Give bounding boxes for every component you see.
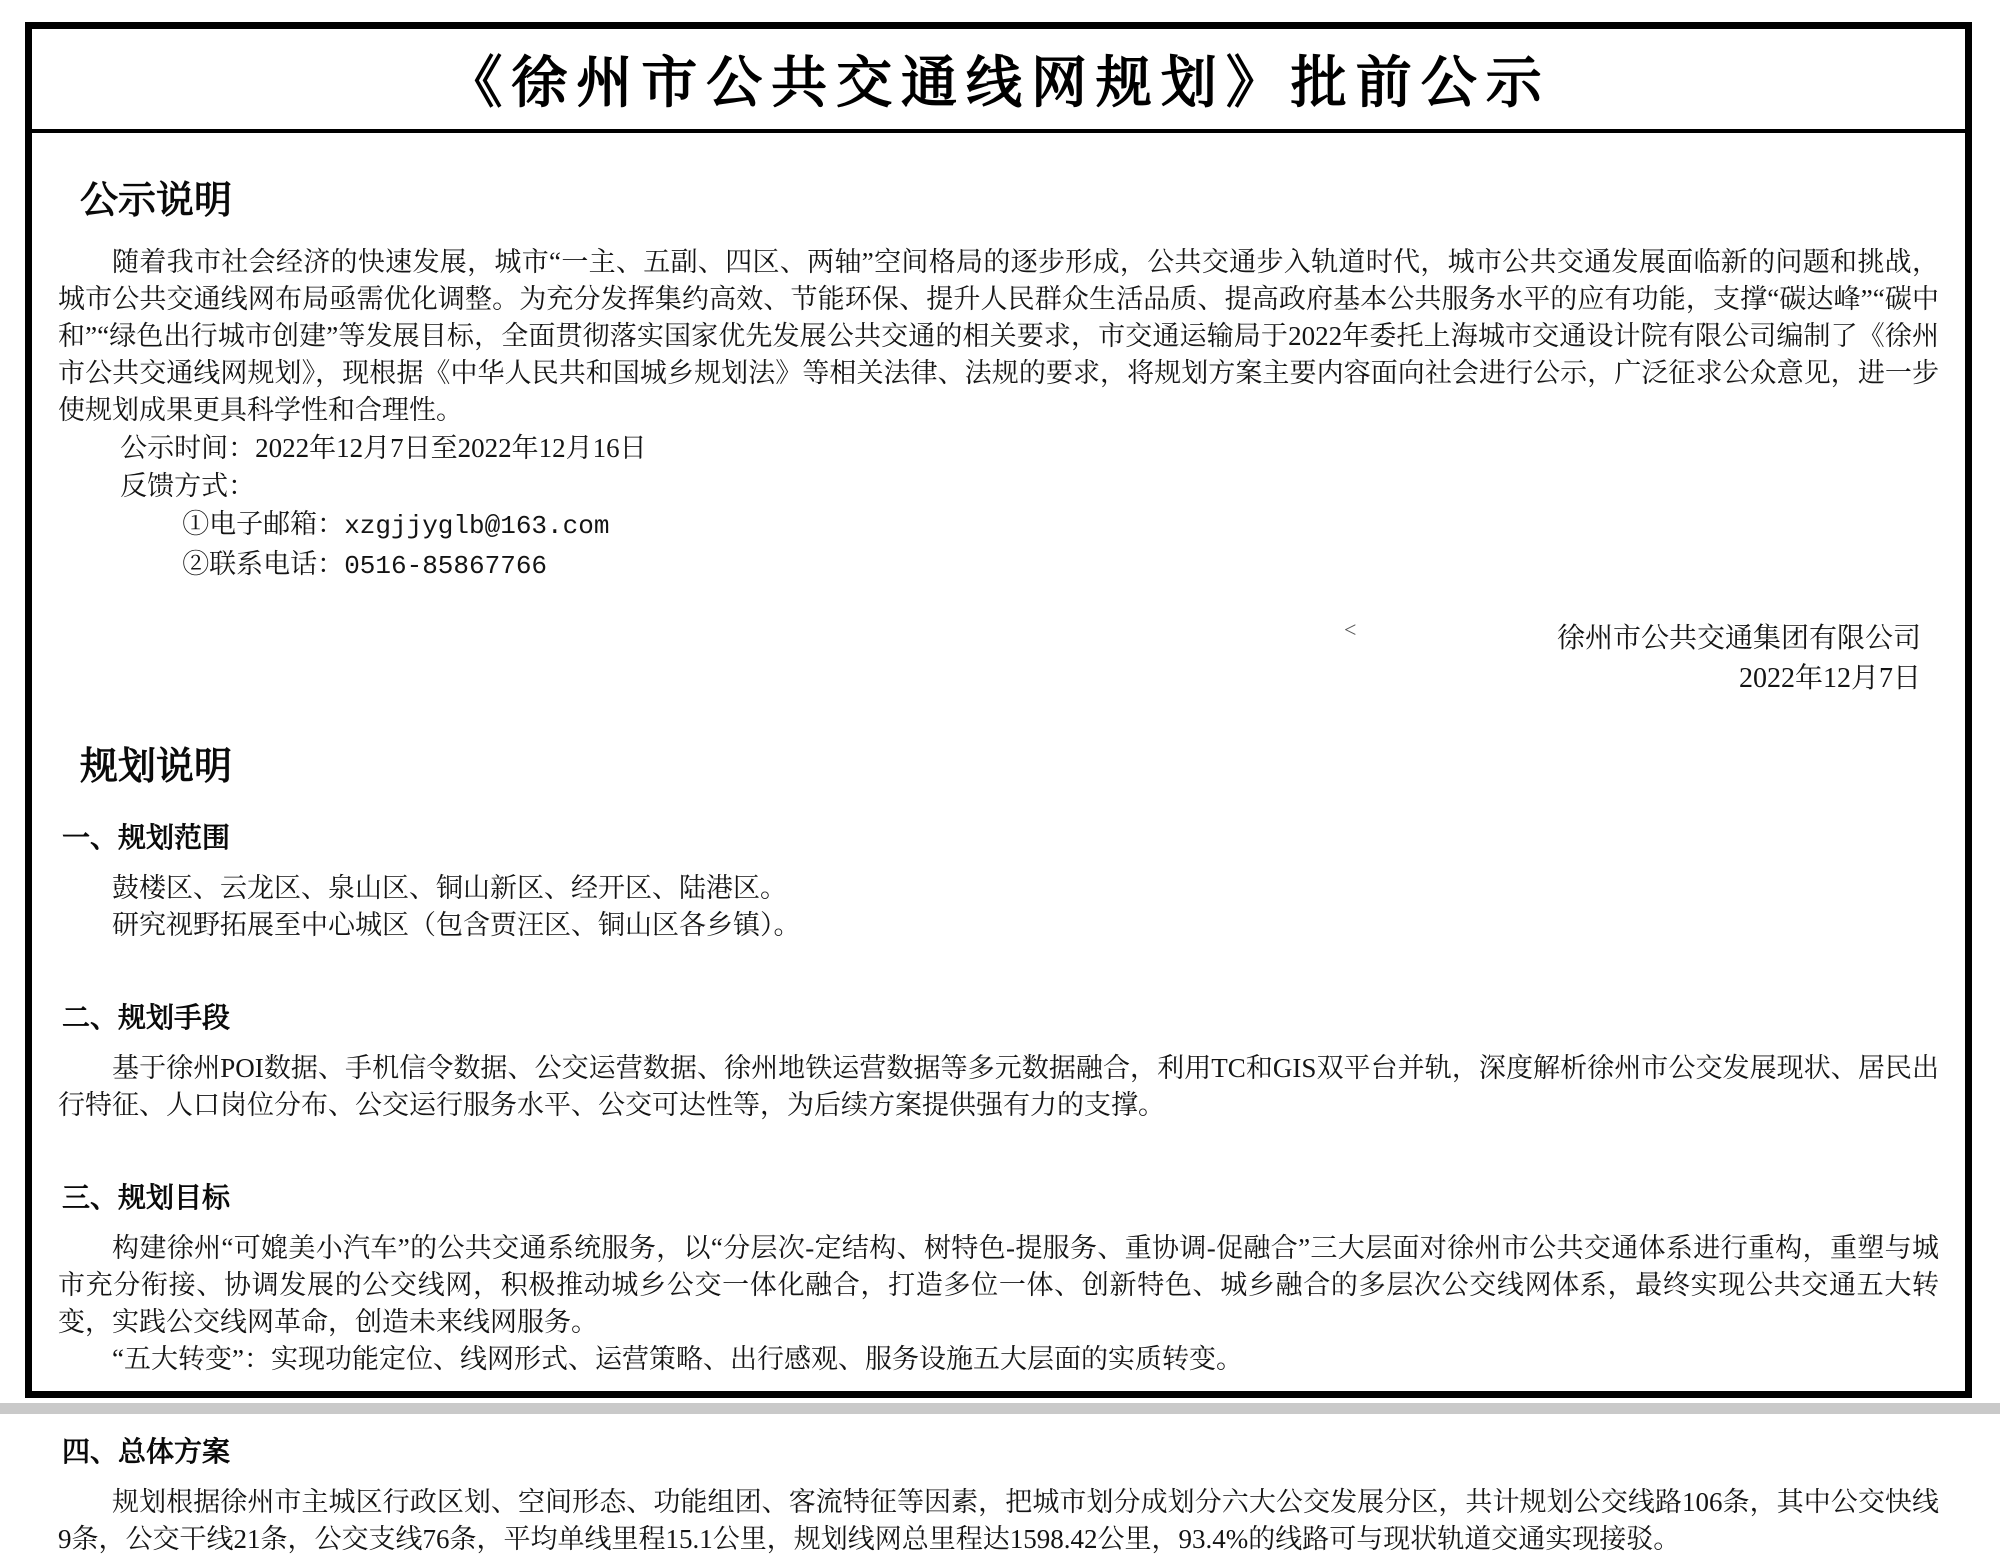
stray-mark: < xyxy=(1344,617,1357,642)
subsection-paragraph: 研究视野拓展至中心城区（包含贾汪区、铜山区各乡镇）。 xyxy=(112,910,801,940)
email-value: xzgjjyglb@163.com xyxy=(344,511,610,541)
notice-heading: 公示说明 xyxy=(80,180,233,222)
subsection-title-scope: 一、规划范围 xyxy=(62,823,231,854)
phone-label: ②联系电话： xyxy=(182,549,345,579)
page-frame xyxy=(25,22,1972,1554)
notice-section xyxy=(58,169,1939,699)
subsection-title-method: 二、规划手段 xyxy=(62,1003,231,1034)
plan-section xyxy=(58,735,1939,1558)
notice-period: 公示时间：2022年12月7日至2022年12月16日 xyxy=(120,433,647,463)
phone-value: 0516-85867766 xyxy=(344,551,548,581)
email-label: ①电子邮箱： xyxy=(182,509,345,539)
subsection-paragraph: 构建徐州“可媲美小汽车”的公共交通系统服务，以“分层次-定结构、树特色-提服务、重协调-促融合”三大层面对徐州市公共交通体系进行重构，重塑与城市充分衔接、协调发展的公交线网，积极推动城乡公交一体化融合，打造多位一体、创新特色、城乡融合的多层次公交线网体系，最终实现公共交通五大转变，实践公交线网革命，创造未来线网服务。 xyxy=(58,1233,1939,1337)
subsection-body-scope xyxy=(58,870,1939,944)
subsection-paragraph: 基于徐州POI数据、手机信令数据、公交运营数据、徐州地铁运营数据等多元数据融合，利用TC和GIS双平台并轨，深度解析徐州市公交发展现状、居民出行特征、人口岗位分布、公交运行服务水平、公交可达性等，为后续方案提供强有力的支撑。 xyxy=(58,1053,1939,1120)
subsection-paragraph: 鼓楼区、云龙区、泉山区、铜山新区、经开区、陆港区。 xyxy=(112,873,787,903)
subsection-body-method xyxy=(58,1050,1939,1124)
subsection-body-goal xyxy=(58,1230,1939,1378)
feedback-phone xyxy=(182,545,1939,585)
scan-edge-strip xyxy=(0,1403,2000,1414)
feedback-label: 反馈方式： xyxy=(120,471,256,501)
subsection-body-overall xyxy=(58,1484,1939,1558)
document-title: 《徐州市公共交通线网规划》批前公示 xyxy=(446,53,1551,115)
document-body xyxy=(32,169,1965,1558)
subsection-title-overall: 四、总体方案 xyxy=(62,1437,231,1468)
subsection-paragraph: 规划根据徐州市主城区行政区划、空间形态、功能组团、客流特征等因素，把城市划分成划分六大公交发展分区，共计规划公交线路106条，其中公交快线9条，公交干线21条，公交支线76条，平均单线里程15.1公里，规划线网总里程达1598.42公里，93.4%的线路可与现状轨道交通实现接驳。 xyxy=(58,1487,1939,1554)
notice-paragraph: 随着我市社会经济的快速发展，城市“一主、五副、四区、两轴”空间格局的逐步形成，公共交通步入轨道时代，城市公共交通发展面临新的问题和挑战，城市公共交通线网布局亟需优化调整。为充分发挥集约高效、节能环保、提升人民群众生活品质、提高政府基本公共服务水平的应有功能，支撑“碳达峰”“碳中和”“绿色出行城市创建”等发展目标，全面贯彻落实国家优先发展公共交通的相关要求，市交通运输局于2022年委托上海城市交通设计院有限公司编制了《徐州市公共交通线网规划》，现根据《中华人民共和国城乡规划法》等相关法律、法规的要求，将规划方案主要内容面向社会进行公示，广泛征求公众意见，进一步使规划成果更具科学性和合理性。 xyxy=(58,247,1939,425)
feedback-email xyxy=(182,505,1939,545)
subsection-paragraph: “五大转变”：实现功能定位、线网形式、运营策略、出行感观、服务设施五大层面的实质转变。 xyxy=(112,1344,1243,1374)
signature-org: 徐州市公共交通集团有限公司 xyxy=(1556,623,1921,654)
title-banner xyxy=(32,29,1965,133)
signature-date: 2022年12月7日 xyxy=(1738,663,1921,694)
signature-block xyxy=(58,619,1939,699)
plan-heading: 规划说明 xyxy=(80,746,233,788)
subsection-title-goal: 三、规划目标 xyxy=(62,1183,231,1214)
